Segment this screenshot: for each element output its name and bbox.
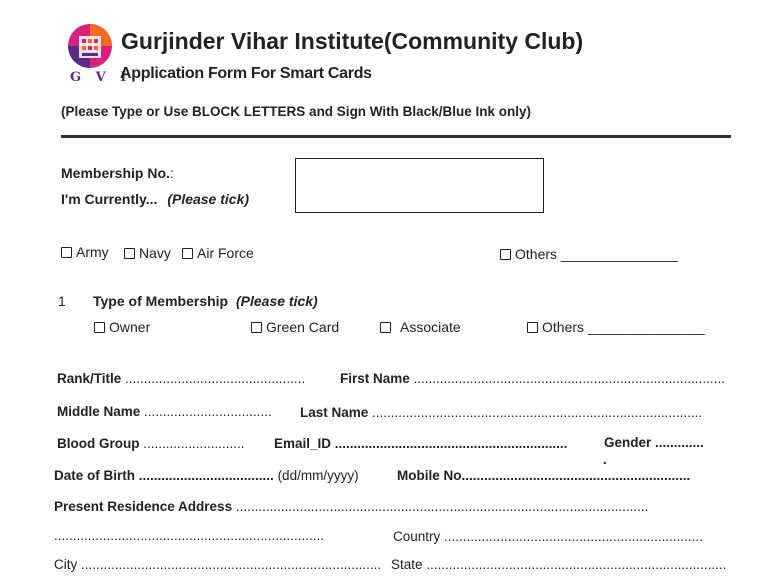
dob-format-hint: (dd/mm/yyyy) — [277, 468, 359, 483]
others-membership-checkbox[interactable] — [527, 322, 538, 333]
membership-type-label: Type of Membership (Please tick) — [93, 293, 318, 309]
associate-checkbox[interactable] — [380, 322, 391, 333]
option-green-card[interactable]: Green Card — [251, 319, 339, 335]
blood-group-field[interactable]: Blood Group ........................... — [57, 436, 245, 451]
option-associate[interactable]: Associate — [380, 319, 461, 335]
navy-checkbox[interactable] — [124, 248, 135, 259]
dob-field[interactable]: Date of Birth .................................... (dd/mm/yyyy) — [54, 468, 359, 483]
middle-name-field[interactable]: Middle Name .................................. — [57, 404, 272, 419]
logo-text: G V I — [70, 70, 132, 85]
institute-logo-icon — [66, 22, 114, 70]
owner-checkbox[interactable] — [94, 322, 105, 333]
option-owner[interactable]: Owner — [94, 319, 150, 335]
section-number: 1 — [58, 293, 66, 309]
state-field[interactable]: State ................................................................................ — [391, 557, 727, 572]
email-field[interactable]: Email_ID .............................................................. — [274, 436, 568, 451]
form-subtitle: Application Form For Smart Cards — [120, 65, 372, 82]
address-field[interactable]: Present Residence Address .............................................................................................................. — [54, 499, 649, 514]
option-air-force[interactable]: Air Force — [182, 245, 254, 261]
air-force-checkbox[interactable] — [182, 248, 193, 259]
option-army[interactable]: Army — [61, 244, 109, 260]
country-field[interactable]: Country ..................................................................... — [393, 529, 703, 544]
gender-continuation: . — [603, 452, 607, 467]
gender-field[interactable]: Gender ............. — [604, 435, 704, 450]
city-field[interactable]: City ................................................................................ — [54, 557, 382, 572]
option-navy[interactable]: Navy — [124, 245, 171, 261]
army-checkbox[interactable] — [61, 247, 72, 258]
others-service-checkbox[interactable] — [500, 249, 511, 260]
address-line2-field[interactable]: ........................................................................ — [54, 528, 325, 543]
first-name-field[interactable]: First Name ................................................................................... — [340, 371, 725, 386]
option-others-membership[interactable]: Others _______________ — [527, 319, 705, 335]
form-title: Gurjinder Vihar Institute(Community Club) — [121, 28, 584, 54]
option-others-service[interactable]: Others _______________ — [500, 246, 678, 262]
form-instructions: (Please Type or Use BLOCK LETTERS and Sign With Black/Blue Ink only) — [61, 104, 531, 119]
last-name-field[interactable]: Last Name ........................................................................................ — [300, 405, 703, 420]
mobile-field[interactable]: Mobile No............................................................. — [397, 468, 691, 483]
rank-field[interactable]: Rank/Title ................................................ — [57, 371, 306, 386]
membership-no-box[interactable] — [295, 158, 544, 213]
header-divider — [61, 135, 731, 138]
membership-no-label: Membership No.: — [61, 165, 174, 181]
green-card-checkbox[interactable] — [251, 322, 262, 333]
currently-label: I'm Currently... (Please tick) — [61, 191, 250, 207]
